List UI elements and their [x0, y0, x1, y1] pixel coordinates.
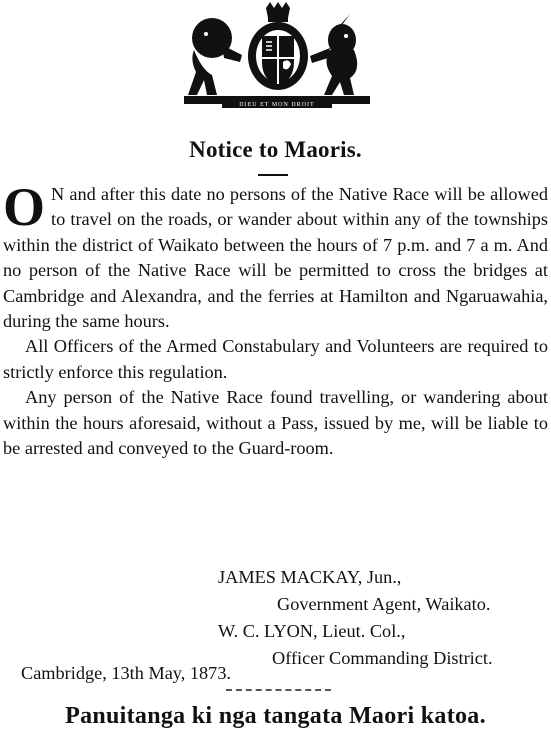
- crest-motto: DIEU ET MON DROIT: [239, 102, 315, 108]
- dateline: Cambridge, 13th May, 1873.: [21, 663, 232, 683]
- drop-cap: O: [3, 177, 46, 237]
- signatory-name-2: W. C. LYON, Lieut. Col.,: [218, 621, 406, 641]
- paragraph-1-text: N and after this date no persons of the Native Race will be allowed to travel on the roads, or wander about within any of the townships within the district of Waikato between the hours of 7 p.m. and 7 a m. And no person of the Native Race will be permitted to cross the bridges at Cambridge and Alexandra, and the ferries at Hamilton and Ngaruawahia, during the same hours.: [3, 184, 548, 332]
- title-divider: [258, 174, 288, 176]
- signatory-name-1: JAMES MACKAY, Jun.,: [218, 567, 402, 587]
- paragraph-1: [3, 177, 548, 334]
- paragraph-2: All Officers of the Armed Constabulary and Volunteers are required to strictly enforce this regulation.: [3, 336, 548, 382]
- crown-icon: [266, 2, 290, 22]
- royal-coat-of-arms: [182, 0, 372, 110]
- shield-icon: [248, 22, 308, 90]
- signatory-title-1: Government Agent, Waikato.: [277, 594, 491, 614]
- section-separator: [226, 689, 331, 691]
- unicorn-icon: [310, 14, 357, 95]
- notice-title: Notice to Maoris.: [189, 137, 362, 162]
- signatory-title-2: Officer Commanding District.: [272, 648, 493, 668]
- lion-icon: [188, 18, 242, 95]
- maori-heading: Panuitanga ki nga tangata Maori katoa.: [65, 703, 486, 729]
- notice-body: [3, 177, 548, 461]
- paragraph-3: Any person of the Native Race found travelling, or wandering about within the hours aforesaid, without a Pass, issued by me, will be liable to be arrested and conveyed to the Guard-room.: [3, 387, 548, 459]
